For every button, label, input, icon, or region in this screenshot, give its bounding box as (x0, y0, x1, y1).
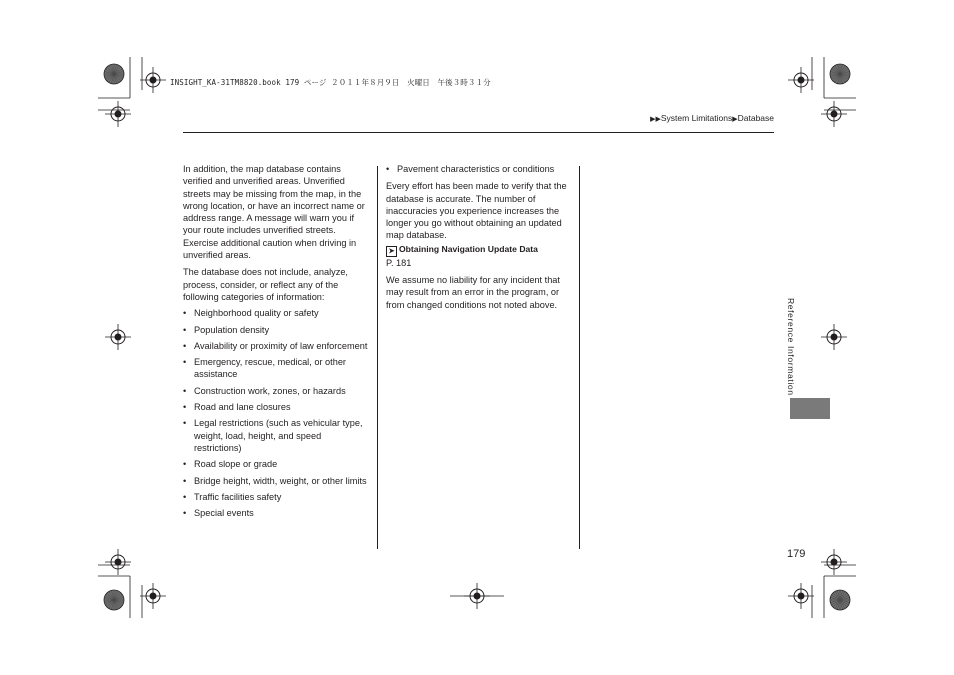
color-bar-circle-icon (104, 590, 124, 610)
column-divider (579, 166, 580, 549)
paragraph: We assume no liability for any incident that may result from an error in the program, or from changed conditions not noted above. (386, 275, 560, 310)
registration-mark-icon (821, 324, 847, 350)
paragraph: Every effort has been made to verify that the database is accurate. The number of inaccuracies you experience increases the longer you go without obtaining an updated map database. (386, 181, 567, 241)
cross-reference[interactable] (386, 243, 574, 257)
color-bar-circle-icon (830, 64, 850, 84)
list-item: • Traffic facilities safety (183, 491, 371, 503)
list-item: • Road and lane closures (183, 401, 371, 413)
registration-mark-icon (140, 583, 166, 609)
xref-arrow-icon: ➤ (386, 246, 397, 257)
registration-mark-icon (105, 324, 131, 350)
page-number: 179 (787, 548, 806, 560)
registration-mark-icon (788, 67, 814, 93)
middle-column (386, 163, 574, 316)
list-item: • Pavement characteristics or conditions (386, 163, 574, 175)
color-bar-circle-icon (104, 64, 124, 84)
registration-mark-icon (821, 101, 847, 127)
registration-mark-icon (140, 67, 166, 93)
registration-mark-icon (105, 549, 131, 575)
breadcrumb-arrow-icon: ▶▶ (650, 116, 661, 123)
column-divider (377, 166, 378, 549)
list-item: • Emergency, rescue, medical, or other assistance (183, 356, 371, 381)
registration-mark-icon (821, 549, 847, 575)
xref-page[interactable]: P. 181 (386, 257, 412, 268)
left-column (183, 163, 371, 523)
paragraph: The database does not include, analyze, process, consider, or reflect any of the following categories of information: (183, 267, 348, 302)
list-item: • Bridge height, width, weight, or other limits (183, 475, 371, 487)
list-item: • Construction work, zones, or hazards (183, 385, 371, 397)
registration-mark-icon (105, 101, 131, 127)
bullet-list (183, 307, 371, 519)
list-item: • Legal restrictions (such as vehicular type, weight, load, height, and speed restrictions) (183, 417, 371, 454)
side-tab-label: Reference Information (786, 298, 796, 396)
list-item: • Special events (183, 507, 371, 519)
breadcrumb (650, 113, 774, 123)
list-item: • Road slope or grade (183, 458, 371, 470)
list-item: • Population density (183, 324, 371, 336)
breadcrumb-item[interactable]: System Limitations (660, 113, 733, 123)
color-bar-circle-icon (830, 590, 850, 610)
list-item: • Availability or proximity of law enforcement (183, 340, 371, 352)
file-header: INSIGHT_KA-31TM8820.book 179 ページ ２０１１年８月９日 火曜日 午後３時３１分 (170, 78, 491, 87)
xref-label[interactable]: Obtaining Navigation Update Data (399, 243, 538, 254)
registration-mark-icon (788, 583, 814, 609)
bullet-list (386, 163, 574, 175)
list-item: • Neighborhood quality or safety (183, 307, 371, 319)
paragraph: In addition, the map database contains verified and unverified areas. Unverified streets may be missing from the map, in the wrong location, or have an incorrect name or address range. A message will warn you if your route includes unverified streets. Exercise additional caution when driving in unverified areas. (183, 164, 365, 261)
breadcrumb-arrow-icon: ▶ (732, 116, 738, 123)
header-rule (183, 132, 774, 133)
side-tab-block (790, 398, 830, 419)
breadcrumb-item[interactable]: Database (737, 113, 774, 123)
